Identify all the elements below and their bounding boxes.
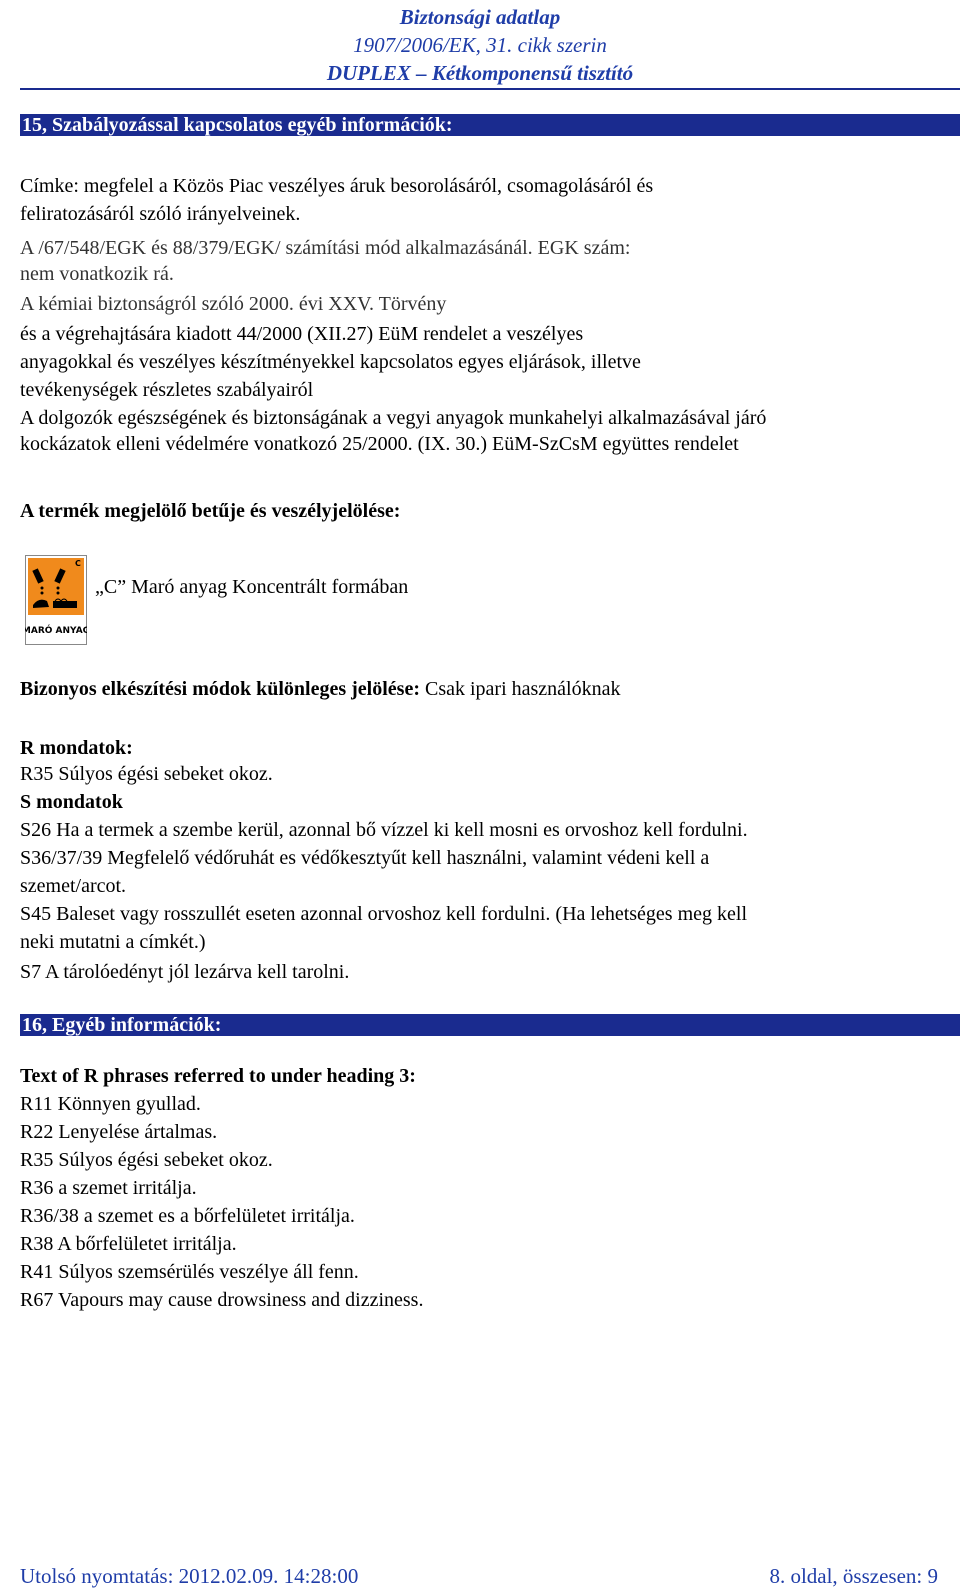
r-phrase: R38 A bőrfelületet irritálja. — [20, 1233, 237, 1255]
marking-heading: A termék megjelölő betűje és veszélyjelölése: — [20, 500, 401, 522]
text-line: Címke: megfelel a Közös Piac veszélyes áruk besorolásáról, csomagolásáról és — [20, 175, 654, 197]
symbol-letter: C — [75, 559, 81, 568]
section-16-heading: 16, Egyéb információk: — [20, 1014, 960, 1036]
text-line: anyagokkal és veszélyes készítményekkel kapcsolatos egyes eljárások, illetve — [20, 351, 641, 373]
corrosive-hazard-icon — [25, 555, 87, 645]
s-phrase: S36/37/39 Megfelelő védőruhát es védőkesztyűt kell használni, valamint védeni kell a — [20, 847, 710, 869]
header-rule — [20, 88, 960, 90]
hazard-text: „C” Maró anyag Koncentrált formában — [95, 576, 409, 598]
s-phrases-heading: S mondatok — [20, 791, 123, 813]
r-phrase: R35 Súlyos égési sebeket okoz. — [20, 1149, 273, 1171]
s-phrase: S26 Ha a termek a szembe kerül, azonnal bő vízzel ki kell mosni es orvoshoz kell fordulni. — [20, 819, 748, 841]
product-name: DUPLEX – Kétkomponensű tisztító — [326, 61, 634, 85]
r-phrase: R67 Vapours may cause drowsiness and dizziness. — [20, 1289, 424, 1311]
special-marking-label: Bizonyos elkészítési módok különleges jelölése: — [20, 678, 420, 700]
text-line: tevékenységek részletes szabályairól — [20, 379, 314, 401]
text-line: A dolgozók egészségének és biztonságának a vegyi anyagok munkahelyi alkalmazásával járó — [20, 407, 767, 429]
s-phrase: szemet/arcot. — [20, 875, 127, 897]
r-phrase: R11 Könnyen gyullad. — [20, 1093, 201, 1115]
s-phrase: S7 A tárolóedényt jól lezárva kell tarolni. — [20, 961, 350, 983]
text-line: A kémiai biztonságról szóló 2000. évi XXV. Törvény — [20, 293, 447, 315]
doc-title: Biztonsági adatlap — [399, 5, 561, 29]
r-phrase: R36/38 a szemet es a bőrfelületet irritálja. — [20, 1205, 355, 1227]
r-phrase: R22 Lenyelése ártalmas. — [20, 1121, 218, 1143]
text-line: feliratozásáról szóló irányelveinek. — [20, 203, 301, 225]
s-phrase: neki mutatni a címkét.) — [20, 931, 206, 953]
r-phrase: R35 Súlyos égési sebeket okoz. — [20, 763, 273, 785]
special-marking-value: Csak ipari használóknak — [419, 678, 621, 700]
r-phrase: R41 Súlyos szemsérülés veszélye áll fenn. — [20, 1261, 359, 1283]
print-date: Utolsó nyomtatás: 2012.02.09. 14:28:00 — [20, 1564, 359, 1588]
s-phrase: S45 Baleset vagy rosszullét eseten azonnal orvoshoz kell fordulni. (Ha lehetséges meg kell — [20, 903, 748, 925]
text-line: kockázatok elleni védelmére vonatkozó 25/2000. (IX. 30.) EüM-SzCsM együttes rendelet — [20, 433, 739, 455]
text-line: nem vonatkozik rá. — [20, 263, 174, 285]
regulation-ref: 1907/2006/EK, 31. cikk szerin — [353, 33, 607, 57]
special-marking — [20, 677, 620, 701]
text-line: és a végrehajtására kiadott 44/2000 (XII.27) EüM rendelet a veszélyes — [20, 323, 584, 345]
r-phrase: R36 a szemet irritálja. — [20, 1177, 197, 1199]
section-15-heading: 15, Szabályozással kapcsolatos egyéb információk: — [20, 114, 960, 136]
page-number: 8. oldal, összesen: 9 — [769, 1564, 938, 1588]
r-phrases-heading: R mondatok: — [20, 737, 133, 759]
r-text-heading: Text of R phrases referred to under heading 3: — [20, 1065, 416, 1087]
text-line: A /67/548/EGK és 88/379/EGK/ számítási mód alkalmazásánál. EGK szám: — [20, 237, 631, 259]
symbol-label: MARÓ ANYAG — [25, 626, 87, 636]
